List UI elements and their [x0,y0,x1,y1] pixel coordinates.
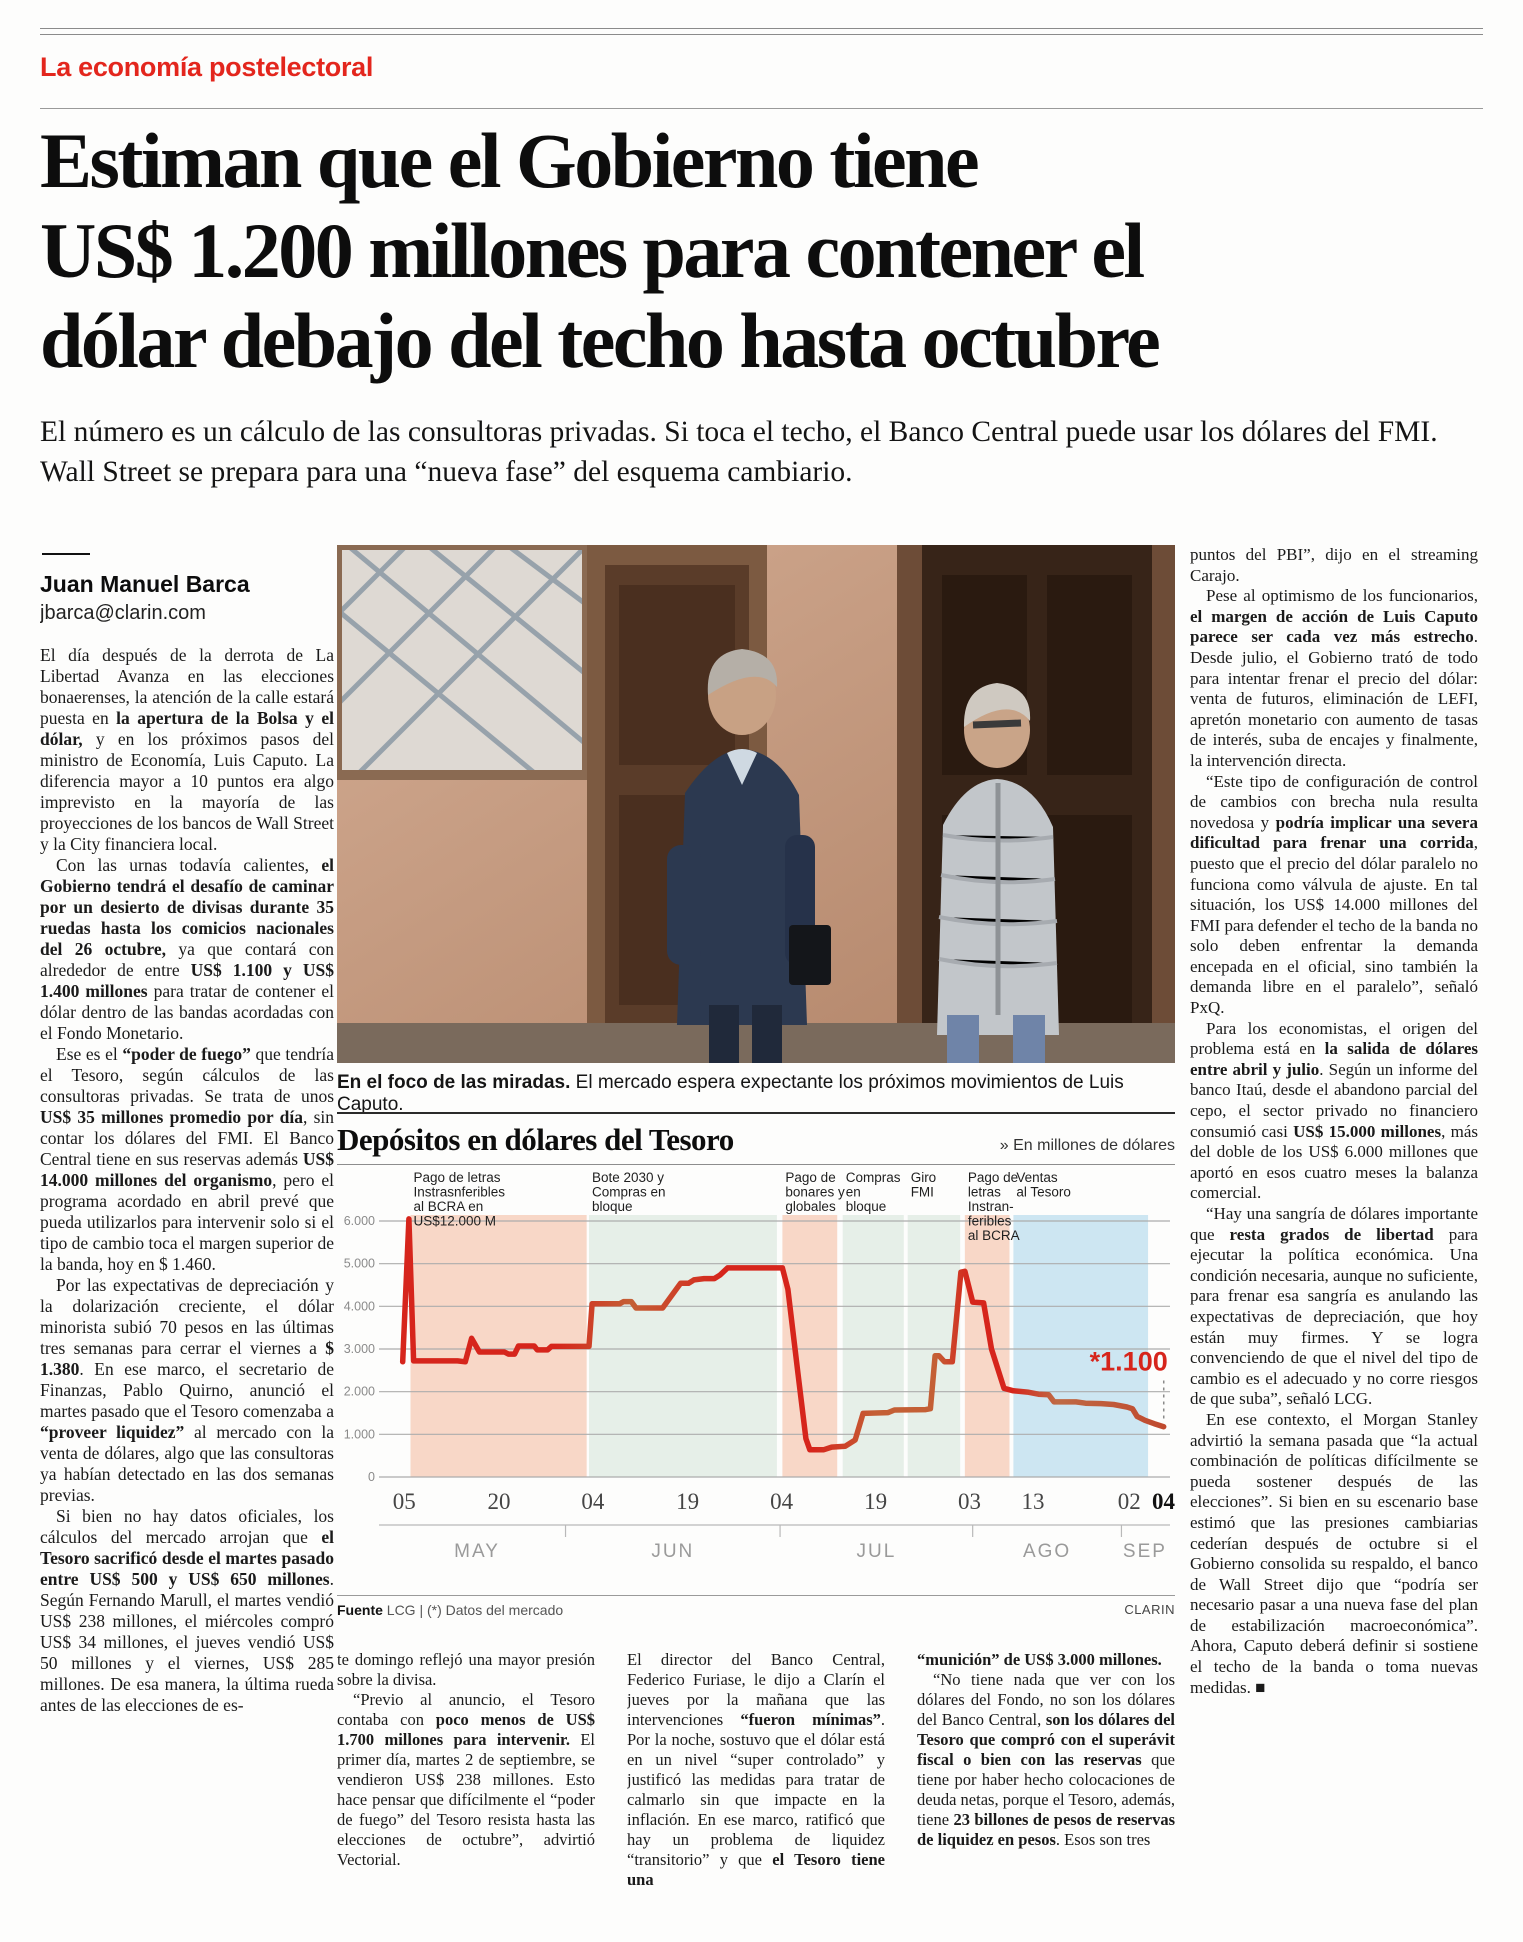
photo-window [337,545,587,775]
chart-title: Depósitos en dólares del Tesoro [337,1122,734,1157]
svg-text:al BCRA en: al BCRA en [413,1199,484,1214]
chart-unit-label: » En millones de dólares [999,1137,1175,1154]
svg-text:Giro: Giro [910,1170,937,1185]
svg-text:2.000: 2.000 [343,1384,375,1399]
svg-text:AGO: AGO [1022,1541,1072,1562]
byline-rule [42,553,90,555]
svg-text:5.000: 5.000 [343,1256,375,1271]
left-column [40,545,334,1942]
byline-author: Juan Manuel Barca [40,571,250,597]
bottom-column-1: te domingo reflejó una mayor presión sobre la divisa. “Previo al anuncio, el Tesoro contaba con poco menos de US$ 1.700 millones para intervenir. El primer día, martes 2 de septiembre, se vendieron US$ 238 millones. Esto hace pensar que difícilmente el “poder de fuego” del Tesoro resista hasta las elecciones de octubre”, advirtió Vectorial. [337,1650,595,1869]
svg-text:Pago de letras: Pago de letras [413,1170,501,1185]
chart-month-axis [379,1525,1170,1562]
svg-text:Instran-: Instran- [967,1199,1014,1214]
photo-caption-lead: En el foco de las miradas. [337,1072,571,1093]
bottom-column-3: “munición” de US$ 3.000 millones. “No tiene nada que ver con los dólares del Fondo, no son los dólares del Banco Central, son los dólares del Tesoro que compró con el superávit fiscal o bien con las reservas que tiene por haber hecho colocaciones de deuda netas, porque el Tesoro, además, tiene 23 billones de pesos de reservas de liquidez en pesos. Esos son tres [917,1650,1175,1849]
svg-text:1.000: 1.000 [343,1427,375,1442]
svg-text:Compras: Compras [845,1170,901,1185]
svg-text:letras: letras [967,1184,1001,1200]
svg-text:6.000: 6.000 [343,1214,375,1228]
subheadline: El número es un cálculo de las consultoras privadas. Si toca el techo, el Banco Central puede usar los dólares del FMI. Wall Street se prepara para una “nueva fase” del esquema cambiario. [40,416,1438,488]
svg-text:Pago de: Pago de [785,1170,836,1185]
svg-text:feribles: feribles [967,1213,1012,1229]
svg-text:19: 19 [676,1489,700,1514]
svg-text:JUN: JUN [651,1541,695,1562]
svg-text:Compras en: Compras en [592,1184,666,1200]
chart-annotation-label: *1.100 [1089,1346,1168,1377]
svg-text:Ventas: Ventas [1016,1170,1058,1185]
bottom-column-2: El director del Banco Central, Federico Furiase, le dijo a Clarín el jueves por la mañana que las intervenciones “fueron mínimas”. Por la noche, sostuvo que el dólar está en un nivel “super controlado” y justificó las medidas para tratar de calmarlo sin que impacte en la inflación. En ese marco, ratificó que hay un problema de liquidez “transitorio” y que el Tesoro tiene una [627,1650,885,1889]
svg-text:04: 04 [581,1489,605,1514]
chart-canvas [337,1169,1175,1565]
svg-text:0: 0 [368,1470,375,1484]
photo-caption-text: El mercado espera expectante los próximos movimientos de Luis Caputo. [337,1072,1124,1115]
svg-text:FMI: FMI [910,1184,934,1200]
svg-text:JUL: JUL [856,1541,897,1562]
photo-illustration [337,545,1175,1063]
svg-text:bonares y: bonares y [785,1184,845,1200]
kicker-rule [40,108,1483,109]
headline: Estiman que el Gobierno tiene US$ 1.200 millones para contener el dólar debajo del techo hasta octubre [40,117,1159,384]
svg-text:Bote 2030 y: Bote 2030 y [592,1170,665,1185]
svg-text:SEP: SEP [1122,1541,1167,1562]
chart-credit: CLARIN [1124,1602,1175,1617]
svg-text:al BCRA: al BCRA [967,1228,1020,1243]
svg-text:bloque: bloque [592,1199,633,1214]
svg-text:13: 13 [1021,1489,1045,1514]
chart-x-ticks [393,1489,1176,1514]
photo [337,545,1175,1063]
section-kicker: La economía postelectoral [40,52,374,82]
svg-text:19: 19 [864,1489,888,1514]
svg-text:05: 05 [392,1489,416,1514]
left-column-text: El día después de la derrota de La Libertad Avanza en las elecciones bonaerenses, la atención de la calle estará puesta en la apertura de la Bolsa y el dólar, y en los próximos pasos del ministro de Economía, Luis Caputo. La diferencia mayor a 10 puntos era algo imprevisto en la mayoría de las proyecciones de los bancos de Wall Street y la City financiera local. Con las urnas todavía calientes, el Gobierno tendrá el desafío de caminar por un desierto de divisas durante 35 ruedas hasta los comicios nacionales del 26 octubre, ya que contará con alrededor de entre US$ 1.100 y US$ 1.400 millones para tratar de contener el dólar dentro de las bandas acordadas con el Fondo Monetario. Ese es el “poder de fuego” que tendría el Tesoro, según cálculos de las consultoras privadas. Se trata de unos US$ 35 millones promedio por día, sin contar los dólares del FMI. El Banco Central tiene en sus reservas además US$ 14.000 millones del organismo, pero el programa acordado en abril prevé que pueda utilizarlos para intervenir solo si el tipo de cambio toca el margen superior de la banda, hoy en $ 1.460. Por las expectativas de depreciación y la dolarización creciente, el dólar minorista subió 70 pesos en las últimas tres semanas para cerrar el viernes a $ 1.380. En ese marco, el secretario de Finanzas, Pablo Quirno, anunció el martes pasado que el Tesoro comenzaba a “proveer liquidez” al mercado con la venta de dólares, algo que las consultoras ya habían detectado en las dos semanas previas. Si bien no hay datos oficiales, los cálculos del mercado arrojan que el Tesoro sacrificó desde el martes pasado entre US$ 500 y US$ 650 millones. Según Fernando Marull, el martes vendió US$ 238 millones, el miércoles compró US$ 34 millones, el jueves vendió US$ 50 millones y el viernes, US$ 285 millones. De esa manera, la última rueda antes de las elecciones de es- [40,645,334,1715]
right-column: puntos del PBI”, dijo en el streaming Carajo. Pese al optimismo de los funcionarios, el margen de acción de Luis Caputo parece ser cada vez más estrecho. Desde julio, el Gobierno trató de todo para intentar frenar el precio del dólar: venta de futuros, eliminación de LEFI, apretón monetario con aumento de tasas de interés, suba de encajes y finalmente, la intervención directa. “Este tipo de configuración de control de cambios con brecha nula resulta novedosa y podría implicar una severa dificultad para frenar una corrida, puesto que el precio del dólar paralelo no funciona como válvula de ajuste. En tal situación, los US$ 14.000 millones del FMI para defender el techo de la banda no solo deben enfrentar la demanda encepada en el oficial, sino también la demanda libre en el paralelo”, señaló PxQ. Para los economistas, el origen del problema está en la salida de dólares entre abril y julio. Según un informe del banco Itaú, desde el abandono parcial del cepo, el sector privado no financiero consumió casi US$ 15.000 millones, más del doble de los US$ 6.000 millones que aportó en esos cuatro meses la balanza comercial. “Hay una sangría de dólares importante que resta grados de libertad para ejecutar la política económica. Una condición necesaria, aunque no suficiente, para frenar esa sangría es anulando las expectativas de depreciación, que hoy están muy firmes. Y se logra convenciendo de que el nivel del tipo de cambio es el adecuado y no corre riesgos de que suba”, señaló LCG. En ese contexto, el Morgan Stanley advirtió la semana pasada que “la actual combinación de políticas difícilmente se pueda sostener después de las elecciones”. Si bien en su escenario base estimó que las presiones cambiarias cederían después de octubre si el Gobierno consolida su respaldo, el banco de Wall Street dijo que “podría ser necesario pasar a una nueva fase del plan de estabilización macroeconómica”. Ahora, Caputo deberá definir si sostiene el techo de la banda o toma nuevas medidas. ■ [1190,545,1478,1697]
svg-text:03: 03 [958,1489,982,1514]
svg-text:al Tesoro: al Tesoro [1016,1184,1071,1200]
svg-text:US$12.000 M: US$12.000 M [413,1213,497,1229]
svg-text:04: 04 [770,1489,794,1514]
svg-text:4.000: 4.000 [343,1299,375,1314]
svg-text:3.000: 3.000 [343,1342,375,1356]
svg-text:Pago de: Pago de [967,1170,1019,1185]
svg-text:Instrasnferibles: Instrasnferibles [413,1184,506,1200]
svg-text:04: 04 [1152,1489,1175,1514]
svg-text:20: 20 [487,1489,511,1514]
svg-text:globales: globales [785,1199,836,1214]
top-double-rule [40,28,1483,35]
svg-text:bloque: bloque [845,1199,887,1214]
svg-text:en: en [845,1184,861,1200]
chart-source: Fuente LCG | (*) Datos del mercado [337,1602,564,1618]
svg-text:MAY: MAY [454,1541,500,1562]
byline-email: jbarca@clarin.com [40,602,206,624]
chart-block [337,1112,1175,1618]
svg-text:02: 02 [1117,1489,1141,1514]
photo-caption [337,1072,1175,1116]
